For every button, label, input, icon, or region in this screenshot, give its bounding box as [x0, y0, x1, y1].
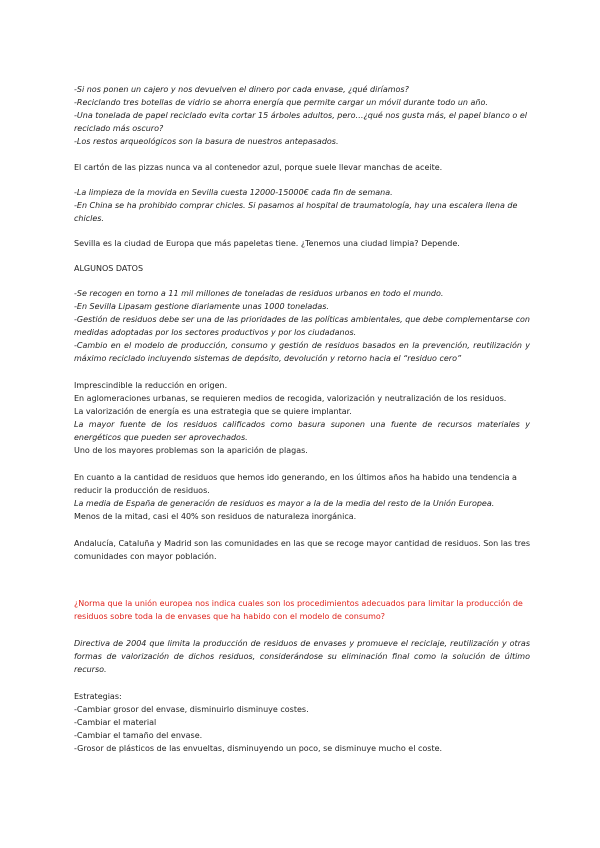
datos-item: -Se recogen en torno a 11 mil millones de toneladas de residuos urbanos en todo el mundo. [74, 289, 444, 298]
fact-line: -La limpieza de la movida en Sevilla cuesta 12000-15000€ cada fin de semana. [74, 188, 393, 197]
origen-line-italic: La mayor fuente de los residuos calificados como basura suponen una fuente de recursos materiales y energéticos que pueden ser aprovechados. [74, 420, 530, 442]
origen-line: Uno de los mayores problemas son la aparición de plagas. [74, 446, 308, 455]
origen-line: En aglomeraciones urbanas, se requieren medios de recogida, valorización y neutralización de los residuos. [74, 394, 507, 403]
cantidad-line: Menos de la mitad, casi el 40% son residuos de naturaleza inorgánica. [74, 512, 357, 521]
intro-questions [74, 83, 530, 148]
cantidad-line-italic: La media de España de generación de residuos es mayor a la de la media del resto de la Unión Europea. [74, 499, 495, 508]
datos-list [74, 287, 530, 365]
document-page [74, 83, 530, 767]
intro-line: -Una tonelada de papel reciclado evita cortar 15 árboles adultos, pero…¿qué nos gusta más, el papel blanco o el reciclado más oscuro? [74, 111, 527, 133]
intro-line: -Si nos ponen un cajero y nos devuelven el dinero por cada envase, ¿qué diríamos? [74, 85, 409, 94]
cantidad-paragraph [74, 471, 530, 523]
estrategia-item: -Cambiar grosor del envase, disminuirlo disminuye costes. [74, 705, 309, 714]
pizza-paragraph: El cartón de las pizzas nunca va al contenedor azul, porque suele llevar manchas de aceite. [74, 163, 443, 172]
origen-paragraph [74, 379, 530, 457]
intro-line: -Los restos arqueológicos son la basura de nuestros antepasados. [74, 137, 339, 146]
red-question: ¿Norma que la unión europea nos indica cuales son los procedimientos adecuados para limitar la producción de residuos sobre toda la de envases que ha habido con el modelo de consumo? [74, 599, 523, 621]
directiva-paragraph: Directiva de 2004 que limita la producción de residuos de envases y promueve el reciclaje, reutilización y otras formas de valorización de dichos residuos, considerándose su eliminación final como la solución de último recurso. [74, 639, 530, 674]
datos-heading: ALGUNOS DATOS [74, 264, 144, 273]
datos-item: -En Sevilla Lipasam gestione diariamente unas 1000 toneladas. [74, 302, 329, 311]
estrategia-item: -Grosor de plásticos de las envueltas, disminuyendo un poco, se disminuye mucho el coste. [74, 744, 443, 753]
origen-line: La valorización de energía es una estrategia que se quiere implantar. [74, 407, 352, 416]
comunidades-paragraph: Andalucía, Cataluña y Madrid son las comunidades en las que se recoge mayor cantidad de residuos. Son las tres comunidades con mayor población. [74, 539, 530, 561]
estrategias-title: Estrategias: [74, 692, 122, 701]
estrategia-item: -Cambiar el material [74, 718, 157, 727]
estrategia-item: -Cambiar el tamaño del envase. [74, 731, 203, 740]
cantidad-line: En cuanto a la cantidad de residuos que hemos ido generando, en los últimos años ha habido una tendencia a reducir la producción de residuos. [74, 473, 517, 495]
facts-italic [74, 186, 530, 225]
datos-item: -Gestión de residuos debe ser una de las prioridades de las políticas ambientales, que debe complementarse con medidas adoptadas por los sectores productivos y por los ciudadanos. [74, 315, 530, 337]
sevilla-paragraph: Sevilla es la ciudad de Europa que más papeletas tiene. ¿Tenemos una ciudad limpia? Depende. [74, 239, 460, 248]
origen-line: Imprescindible la reducción en origen. [74, 381, 228, 390]
datos-item: -Cambio en el modelo de producción, consumo y gestión de residuos basados en la prevención, reutilización y máximo reciclado incluyendo sistemas de depósito, devolución y retorno hacia el “residuo cero” [74, 341, 530, 363]
intro-line: -Reciclando tres botellas de vidrio se ahorra energía que permite cargar un móvil durante todo un año. [74, 98, 488, 107]
estrategias-section [74, 690, 530, 755]
fact-line: -En China se ha prohibido comprar chicles. Si pasamos al hospital de traumatología, hay una escalera llena de chicles. [74, 201, 518, 223]
